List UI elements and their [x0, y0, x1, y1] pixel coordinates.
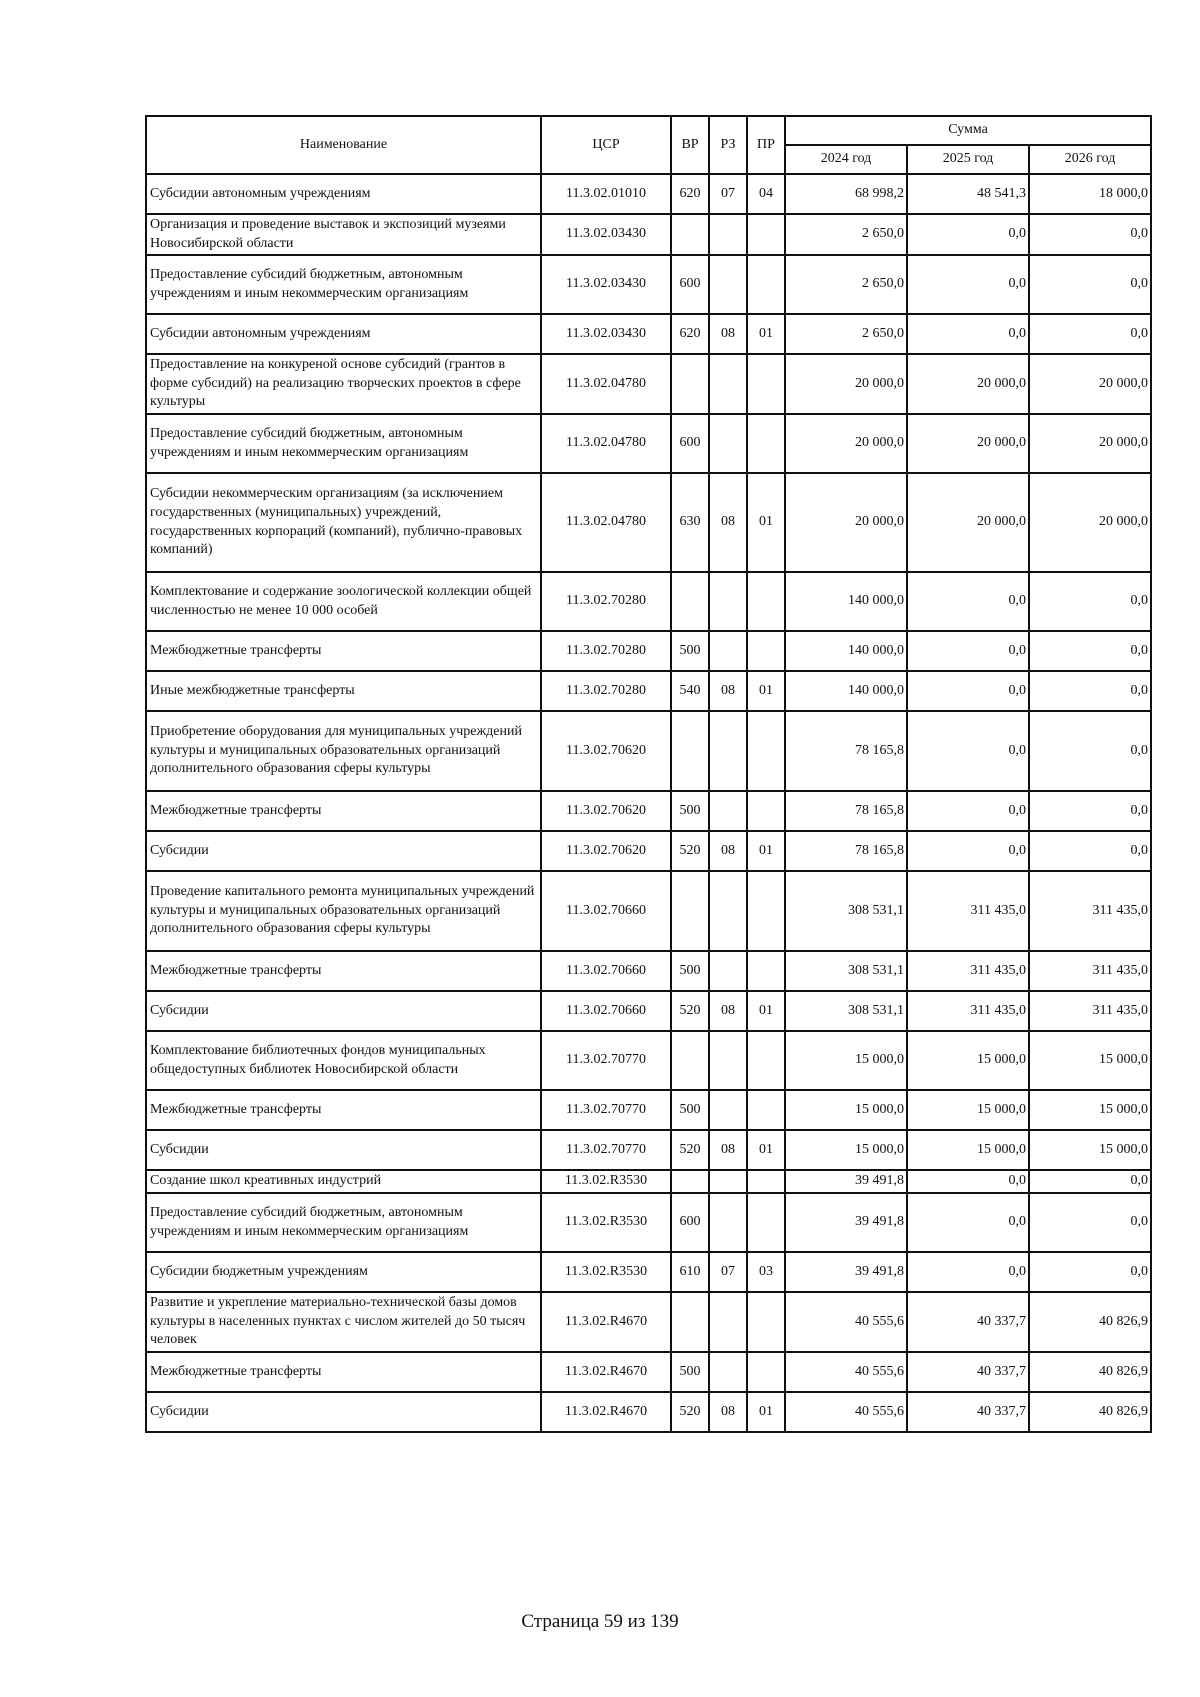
cell-2024: 40 555,6: [785, 1392, 907, 1432]
page-number: Страница 59 из 139: [521, 1611, 679, 1632]
table-row: [146, 1031, 1151, 1090]
cell-csr: 11.3.02.70620: [541, 791, 671, 831]
cell-name: Субсидии автономным учреждениям: [146, 174, 541, 214]
cell-name: Предоставление субсидий бюджетным, автономным учреждениям и иным некоммерческим организациям: [146, 1193, 541, 1252]
cell-2025: 0,0: [907, 1193, 1029, 1252]
cell-name: Субсидии: [146, 1130, 541, 1170]
cell-name: Субсидии: [146, 1392, 541, 1432]
cell-rz: [709, 951, 747, 991]
cell-2026: 15 000,0: [1029, 1090, 1151, 1130]
cell-2026: 15 000,0: [1029, 1130, 1151, 1170]
cell-name: Субсидии автономным учреждениям: [146, 314, 541, 354]
cell-2026: 18 000,0: [1029, 174, 1151, 214]
cell-name: Межбюджетные трансферты: [146, 791, 541, 831]
cell-2024: 140 000,0: [785, 572, 907, 631]
cell-vr: 500: [671, 1352, 709, 1392]
cell-pr: [747, 711, 785, 791]
cell-rz: [709, 1031, 747, 1090]
cell-vr: 500: [671, 791, 709, 831]
header-year-2025: 2025 год: [907, 145, 1029, 174]
cell-pr: [747, 1031, 785, 1090]
cell-csr: 11.3.02.70770: [541, 1130, 671, 1170]
cell-vr: 540: [671, 671, 709, 711]
cell-2024: 20 000,0: [785, 354, 907, 414]
cell-csr: 11.3.02.70620: [541, 711, 671, 791]
cell-csr: 11.3.02.70660: [541, 991, 671, 1031]
cell-name: Развитие и укрепление материально-технической базы домов культуры в населенных пунктах с числом жителей до 50 тысяч человек: [146, 1292, 541, 1352]
cell-vr: 500: [671, 631, 709, 671]
cell-vr: 520: [671, 831, 709, 871]
table-row: [146, 1252, 1151, 1292]
cell-csr: 11.3.02.R4670: [541, 1352, 671, 1392]
cell-2024: 308 531,1: [785, 991, 907, 1031]
cell-rz: [709, 1292, 747, 1352]
cell-pr: [747, 214, 785, 255]
cell-name: Предоставление субсидий бюджетным, автономным учреждениям и иным некоммерческим организациям: [146, 414, 541, 473]
cell-pr: [747, 951, 785, 991]
cell-2025: 40 337,7: [907, 1292, 1029, 1352]
cell-rz: 08: [709, 314, 747, 354]
cell-rz: 08: [709, 991, 747, 1031]
table-row: [146, 572, 1151, 631]
cell-name: Субсидии некоммерческим организациям (за исключением государственных (муниципальных) учреждений, государственных корпораций (компаний), публично-правовых компаний): [146, 473, 541, 572]
cell-2024: 20 000,0: [785, 473, 907, 572]
table-row: [146, 1130, 1151, 1170]
cell-2025: 311 435,0: [907, 991, 1029, 1031]
cell-2026: 0,0: [1029, 255, 1151, 314]
cell-csr: 11.3.02.70770: [541, 1031, 671, 1090]
cell-pr: 01: [747, 671, 785, 711]
cell-pr: [747, 871, 785, 951]
cell-2025: 20 000,0: [907, 354, 1029, 414]
cell-rz: 08: [709, 1392, 747, 1432]
table-body: [146, 174, 1151, 1432]
cell-csr: 11.3.02.70280: [541, 631, 671, 671]
table-row: [146, 791, 1151, 831]
cell-csr: 11.3.02.R4670: [541, 1292, 671, 1352]
cell-rz: 08: [709, 831, 747, 871]
cell-2025: 0,0: [907, 671, 1029, 711]
cell-rz: 08: [709, 1130, 747, 1170]
table-row: [146, 951, 1151, 991]
cell-rz: [709, 255, 747, 314]
cell-rz: [709, 871, 747, 951]
cell-2025: 0,0: [907, 711, 1029, 791]
cell-rz: 07: [709, 1252, 747, 1292]
cell-csr: 11.3.02.70280: [541, 671, 671, 711]
cell-name: Субсидии бюджетным учреждениям: [146, 1252, 541, 1292]
cell-2025: 0,0: [907, 631, 1029, 671]
cell-name: Предоставление на конкуреной основе субсидий (грантов в форме субсидий) на реализацию творческих проектов в сфере культуры: [146, 354, 541, 414]
cell-rz: [709, 214, 747, 255]
budget-table: [145, 115, 1152, 1433]
cell-2025: 311 435,0: [907, 871, 1029, 951]
table-row: [146, 671, 1151, 711]
cell-csr: 11.3.02.R3530: [541, 1170, 671, 1193]
cell-2024: 39 491,8: [785, 1170, 907, 1193]
cell-2026: 40 826,9: [1029, 1292, 1151, 1352]
cell-2026: 20 000,0: [1029, 473, 1151, 572]
cell-2026: 15 000,0: [1029, 1031, 1151, 1090]
table-row: [146, 631, 1151, 671]
table-row: [146, 473, 1151, 572]
cell-rz: [709, 572, 747, 631]
cell-name: Иные межбюджетные трансферты: [146, 671, 541, 711]
cell-2024: 15 000,0: [785, 1090, 907, 1130]
cell-pr: 04: [747, 174, 785, 214]
cell-2025: 15 000,0: [907, 1090, 1029, 1130]
cell-2025: 15 000,0: [907, 1031, 1029, 1090]
cell-name: Организация и проведение выставок и экспозиций музеями Новосибирской области: [146, 214, 541, 255]
table-header: [146, 116, 1151, 174]
cell-2024: 308 531,1: [785, 871, 907, 951]
cell-pr: [747, 1292, 785, 1352]
cell-rz: 07: [709, 174, 747, 214]
header-year-2024: 2024 год: [785, 145, 907, 174]
table-row: [146, 1170, 1151, 1193]
cell-csr: 11.3.02.70620: [541, 831, 671, 871]
cell-pr: 03: [747, 1252, 785, 1292]
cell-2024: 78 165,8: [785, 791, 907, 831]
cell-pr: [747, 354, 785, 414]
cell-rz: [709, 1352, 747, 1392]
header-pr: ПР: [747, 116, 785, 174]
cell-csr: 11.3.02.R3530: [541, 1193, 671, 1252]
cell-csr: 11.3.02.04780: [541, 414, 671, 473]
cell-2025: 48 541,3: [907, 174, 1029, 214]
cell-csr: 11.3.02.70770: [541, 1090, 671, 1130]
cell-vr: [671, 871, 709, 951]
header-sum: Сумма: [785, 116, 1151, 145]
cell-vr: [671, 711, 709, 791]
cell-2024: 140 000,0: [785, 671, 907, 711]
cell-vr: 620: [671, 174, 709, 214]
cell-rz: [709, 1090, 747, 1130]
cell-2026: 0,0: [1029, 1193, 1151, 1252]
cell-vr: 500: [671, 1090, 709, 1130]
cell-name: Комплектование и содержание зоологической коллекции общей численностью не менее 10 000 особей: [146, 572, 541, 631]
cell-vr: 600: [671, 255, 709, 314]
cell-vr: 620: [671, 314, 709, 354]
cell-csr: 11.3.02.04780: [541, 473, 671, 572]
cell-2025: 0,0: [907, 314, 1029, 354]
cell-pr: [747, 1193, 785, 1252]
cell-2025: 0,0: [907, 791, 1029, 831]
cell-2024: 2 650,0: [785, 314, 907, 354]
header-vr: ВР: [671, 116, 709, 174]
cell-pr: 01: [747, 831, 785, 871]
cell-csr: 11.3.02.70280: [541, 572, 671, 631]
table-row: [146, 174, 1151, 214]
cell-2024: 39 491,8: [785, 1252, 907, 1292]
cell-vr: [671, 1031, 709, 1090]
cell-pr: 01: [747, 1130, 785, 1170]
cell-name: Проведение капитального ремонта муниципальных учреждений культуры и муниципальных образовательных организаций дополнительного образования сферы культуры: [146, 871, 541, 951]
table-row: [146, 414, 1151, 473]
cell-rz: [709, 631, 747, 671]
cell-name: Субсидии: [146, 991, 541, 1031]
cell-2026: 311 435,0: [1029, 991, 1151, 1031]
cell-rz: 08: [709, 671, 747, 711]
cell-rz: [709, 711, 747, 791]
cell-csr: 11.3.02.03430: [541, 314, 671, 354]
cell-2026: 311 435,0: [1029, 951, 1151, 991]
cell-rz: [709, 354, 747, 414]
table-row: [146, 1392, 1151, 1432]
table-row: [146, 1090, 1151, 1130]
cell-2024: 2 650,0: [785, 214, 907, 255]
cell-2026: 20 000,0: [1029, 414, 1151, 473]
cell-pr: 01: [747, 473, 785, 572]
cell-csr: 11.3.02.R4670: [541, 1392, 671, 1432]
table-row: [146, 1193, 1151, 1252]
cell-vr: 520: [671, 1130, 709, 1170]
cell-2025: 0,0: [907, 572, 1029, 631]
cell-2026: 0,0: [1029, 314, 1151, 354]
cell-2026: 0,0: [1029, 791, 1151, 831]
cell-rz: [709, 791, 747, 831]
cell-vr: 500: [671, 951, 709, 991]
cell-csr: 11.3.02.03430: [541, 214, 671, 255]
cell-2025: 311 435,0: [907, 951, 1029, 991]
cell-2025: 0,0: [907, 831, 1029, 871]
cell-2025: 0,0: [907, 1170, 1029, 1193]
cell-name: Комплектование библиотечных фондов муниципальных общедоступных библиотек Новосибирской области: [146, 1031, 541, 1090]
cell-csr: 11.3.02.03430: [541, 255, 671, 314]
cell-vr: 600: [671, 414, 709, 473]
cell-2024: 20 000,0: [785, 414, 907, 473]
cell-2024: 40 555,6: [785, 1352, 907, 1392]
cell-pr: [747, 1352, 785, 1392]
cell-2026: 311 435,0: [1029, 871, 1151, 951]
cell-pr: 01: [747, 991, 785, 1031]
table-row: [146, 314, 1151, 354]
cell-2026: 40 826,9: [1029, 1392, 1151, 1432]
cell-2024: 15 000,0: [785, 1031, 907, 1090]
cell-vr: [671, 214, 709, 255]
cell-vr: 600: [671, 1193, 709, 1252]
cell-2026: 0,0: [1029, 1170, 1151, 1193]
cell-rz: [709, 1193, 747, 1252]
cell-rz: [709, 414, 747, 473]
cell-vr: 520: [671, 991, 709, 1031]
cell-csr: 11.3.02.70660: [541, 871, 671, 951]
cell-2025: 20 000,0: [907, 473, 1029, 572]
cell-name: Приобретение оборудования для муниципальных учреждений культуры и муниципальных образовательных организаций дополнительного образования сферы культуры: [146, 711, 541, 791]
cell-pr: [747, 255, 785, 314]
cell-name: Межбюджетные трансферты: [146, 1352, 541, 1392]
cell-2024: 140 000,0: [785, 631, 907, 671]
cell-vr: [671, 1292, 709, 1352]
cell-name: Межбюджетные трансферты: [146, 951, 541, 991]
cell-2026: 0,0: [1029, 572, 1151, 631]
cell-pr: [747, 631, 785, 671]
cell-name: Создание школ креативных индустрий: [146, 1170, 541, 1193]
cell-2025: 15 000,0: [907, 1130, 1029, 1170]
header-rz: РЗ: [709, 116, 747, 174]
table-row: [146, 1292, 1151, 1352]
table-row: [146, 214, 1151, 255]
cell-vr: 520: [671, 1392, 709, 1432]
cell-2024: 68 998,2: [785, 174, 907, 214]
header-row-1: [146, 116, 1151, 145]
cell-2024: 78 165,8: [785, 711, 907, 791]
cell-2026: 0,0: [1029, 214, 1151, 255]
cell-2025: 40 337,7: [907, 1352, 1029, 1392]
cell-csr: 11.3.02.01010: [541, 174, 671, 214]
cell-csr: 11.3.02.70660: [541, 951, 671, 991]
table-row: [146, 711, 1151, 791]
table-row: [146, 991, 1151, 1031]
cell-2026: 40 826,9: [1029, 1352, 1151, 1392]
cell-2025: 40 337,7: [907, 1392, 1029, 1432]
cell-vr: [671, 354, 709, 414]
cell-pr: [747, 1090, 785, 1130]
cell-pr: 01: [747, 1392, 785, 1432]
header-year-2026: 2026 год: [1029, 145, 1151, 174]
cell-name: Межбюджетные трансферты: [146, 1090, 541, 1130]
cell-rz: 08: [709, 473, 747, 572]
cell-rz: [709, 1170, 747, 1193]
header-csr: ЦСР: [541, 116, 671, 174]
cell-2026: 0,0: [1029, 831, 1151, 871]
cell-2026: 0,0: [1029, 711, 1151, 791]
cell-2026: 0,0: [1029, 1252, 1151, 1292]
table-row: [146, 831, 1151, 871]
cell-pr: [747, 572, 785, 631]
cell-vr: [671, 572, 709, 631]
cell-pr: [747, 1170, 785, 1193]
cell-2025: 0,0: [907, 1252, 1029, 1292]
cell-2025: 20 000,0: [907, 414, 1029, 473]
cell-2024: 15 000,0: [785, 1130, 907, 1170]
cell-2025: 0,0: [907, 255, 1029, 314]
table-row: [146, 871, 1151, 951]
cell-2026: 0,0: [1029, 631, 1151, 671]
cell-vr: 610: [671, 1252, 709, 1292]
table-row: [146, 1352, 1151, 1392]
cell-name: Субсидии: [146, 831, 541, 871]
cell-pr: 01: [747, 314, 785, 354]
cell-name: Межбюджетные трансферты: [146, 631, 541, 671]
header-name: Наименование: [146, 116, 541, 174]
cell-csr: 11.3.02.R3530: [541, 1252, 671, 1292]
cell-2026: 0,0: [1029, 671, 1151, 711]
cell-2024: 39 491,8: [785, 1193, 907, 1252]
table-row: [146, 354, 1151, 414]
cell-vr: [671, 1170, 709, 1193]
cell-2024: 308 531,1: [785, 951, 907, 991]
cell-pr: [747, 791, 785, 831]
cell-vr: 630: [671, 473, 709, 572]
cell-csr: 11.3.02.04780: [541, 354, 671, 414]
cell-name: Предоставление субсидий бюджетным, автономным учреждениям и иным некоммерческим организациям: [146, 255, 541, 314]
table-row: [146, 255, 1151, 314]
cell-2025: 0,0: [907, 214, 1029, 255]
cell-2024: 2 650,0: [785, 255, 907, 314]
cell-2024: 78 165,8: [785, 831, 907, 871]
cell-2024: 40 555,6: [785, 1292, 907, 1352]
cell-2026: 20 000,0: [1029, 354, 1151, 414]
cell-pr: [747, 414, 785, 473]
